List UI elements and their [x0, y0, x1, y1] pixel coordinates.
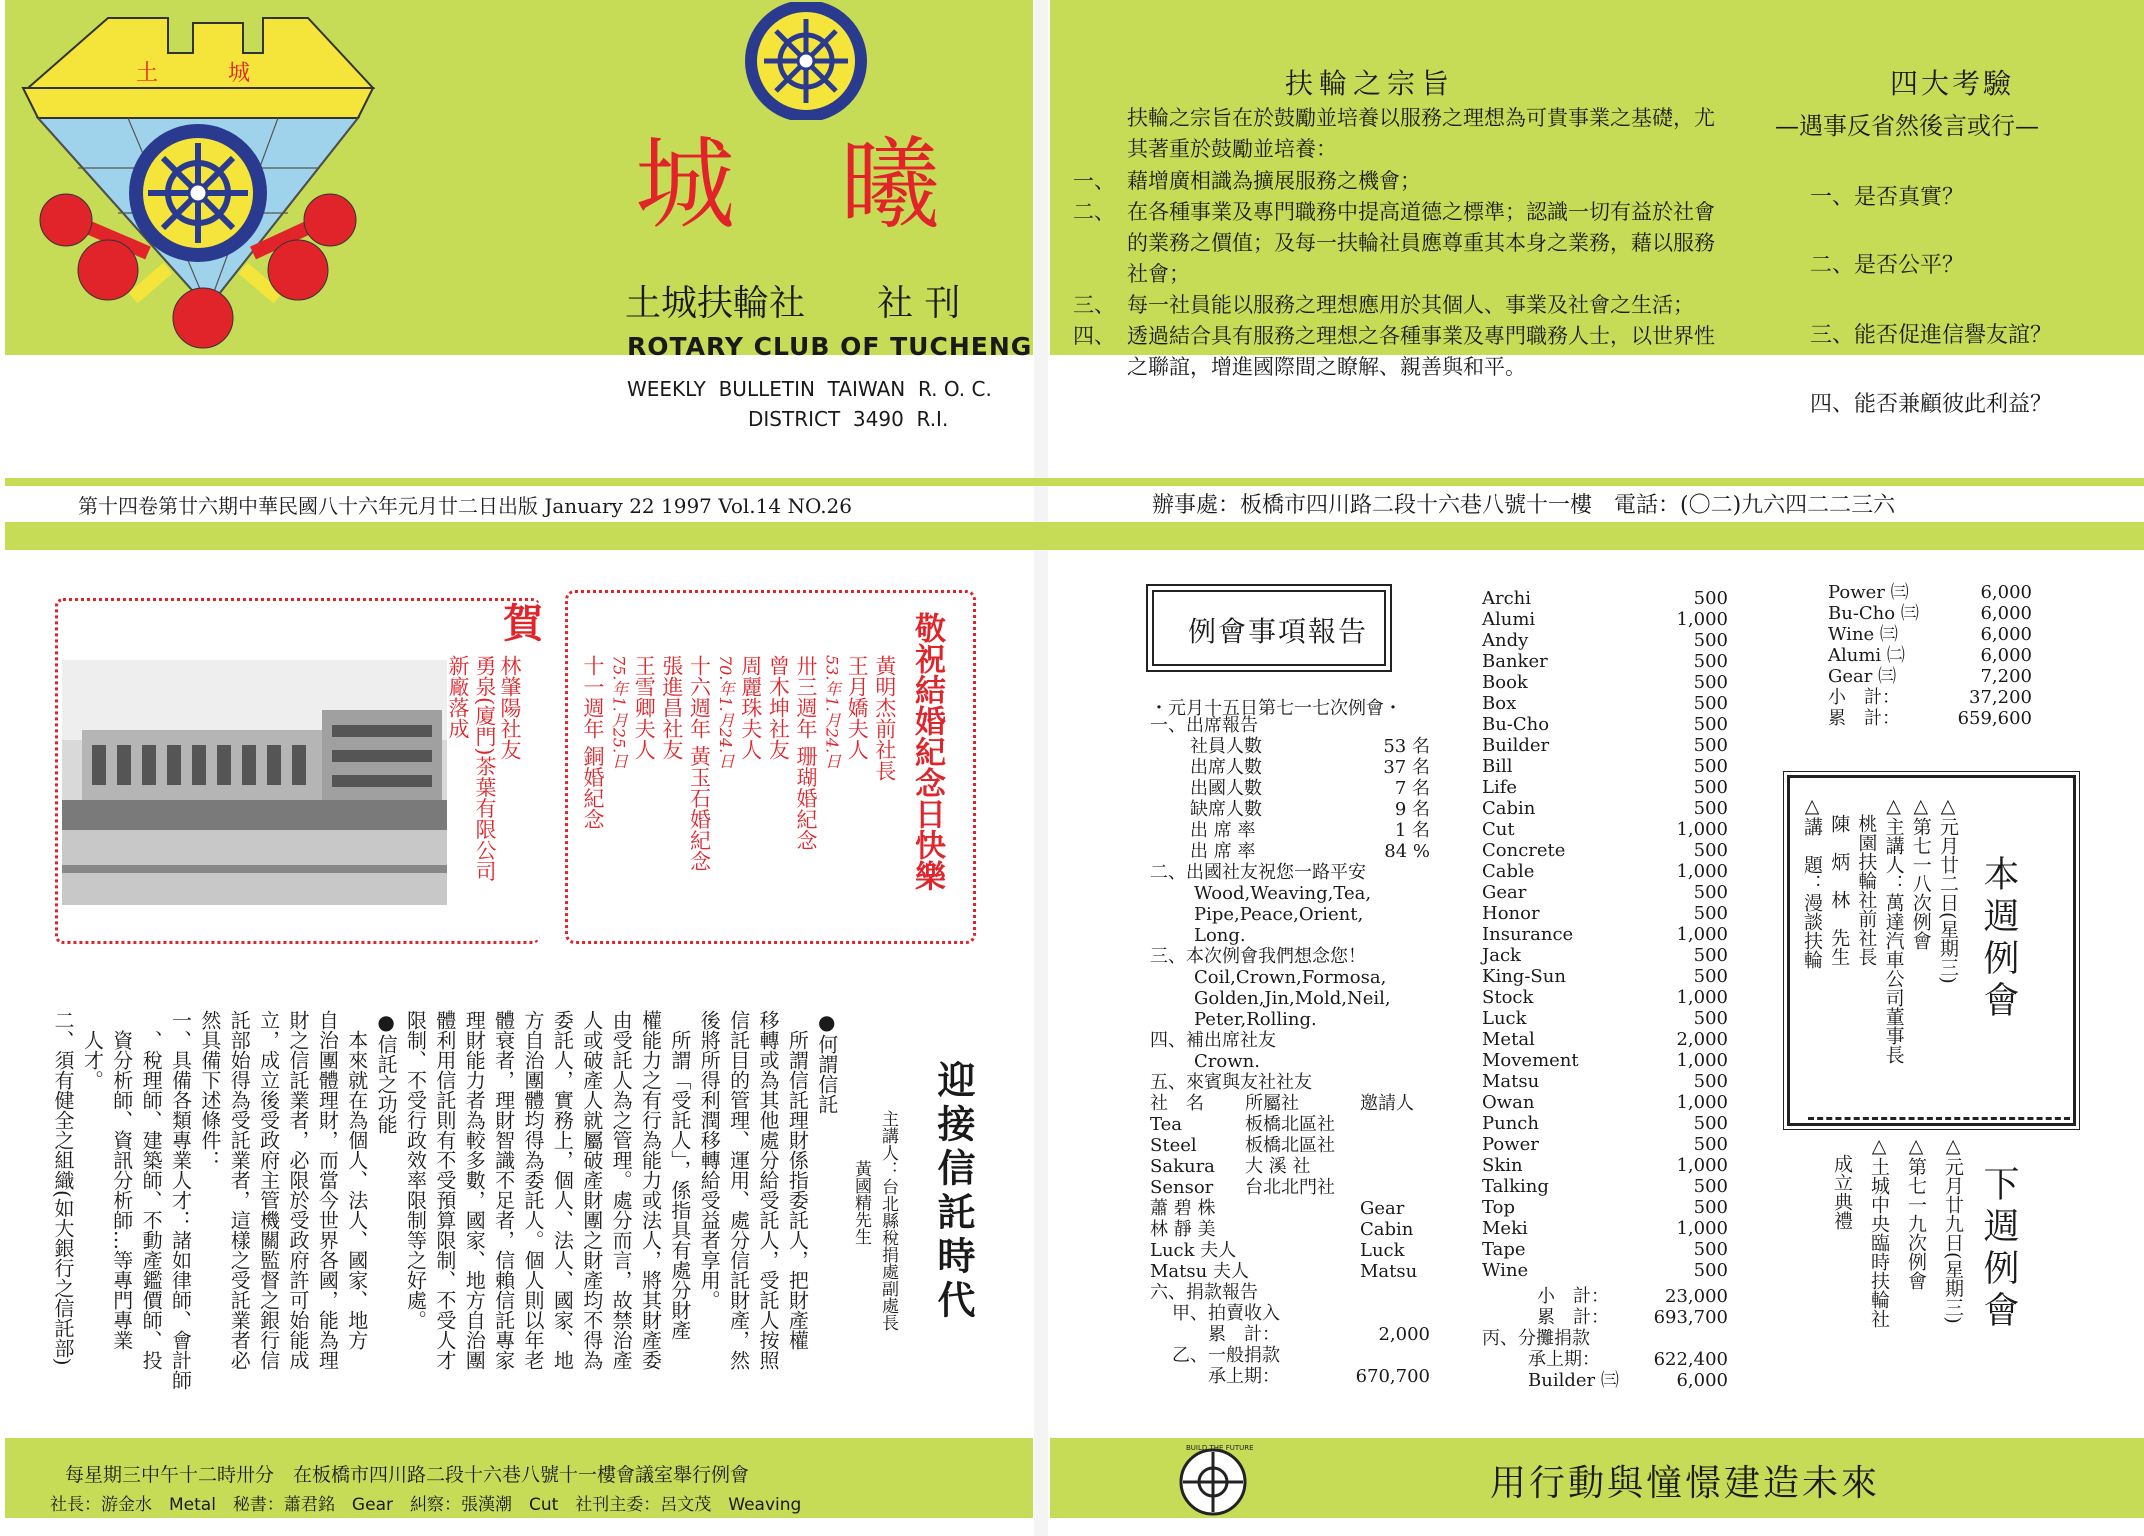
donation-name: Power [1482, 1134, 1539, 1155]
trust-column: 所謂「受託人」，係指具有處分財產 [667, 1010, 692, 1340]
donation-row [1482, 840, 1728, 861]
guest-club: 板橋北區社 [1245, 1114, 1335, 1135]
logo-text-2: 城 [228, 61, 251, 86]
four-way-title: 四大考驗 [1890, 67, 2015, 100]
logo-text-1: 土 [136, 61, 159, 86]
subtotal-value: 23,000 [1665, 1286, 1728, 1307]
trust-column: 限制、不受行政效率限制等之好處。 [403, 1010, 428, 1330]
shared-row [1828, 687, 2032, 708]
donation-row [1482, 1134, 1728, 1155]
donation-row [1482, 756, 1728, 777]
trust-column: 財之信託業者，必限於受政府許可始能成 [286, 1010, 310, 1370]
trust-column: 理財能力者為較多數，國家、地方自治團 [462, 1010, 487, 1370]
report-body [1150, 715, 1430, 1387]
donation-totals [1482, 1286, 1728, 1391]
donation-amount: 500 [1693, 1197, 1728, 1218]
guest-name: Sakura [1150, 1156, 1215, 1177]
object-text: 每一社員能以服務之理想應用於其個人、事業及社會之生活； [1127, 293, 1694, 317]
guest-club: 板橋北區社 [1245, 1135, 1335, 1156]
object-number: 一、 [1073, 169, 1115, 193]
next-week-line: △第七一九次例會 [1905, 1135, 1927, 1290]
donation-amount: 500 [1693, 1176, 1728, 1197]
donation-row [1482, 903, 1728, 924]
donation-name: Punch [1482, 1113, 1539, 1134]
object-text: 藉增廣相識為擴展服務之機會； [1127, 169, 1421, 193]
shared-amount: 6,000 [1980, 624, 2032, 645]
donation-name: Honor [1482, 903, 1540, 924]
trust-column: 體利用信託則有不受預算限制、不受人才 [432, 1010, 457, 1370]
shared-name: Wine ㈢ [1828, 624, 1898, 645]
donation-name: Movement [1482, 1050, 1579, 1071]
this-week-line: 陳 炳 林 先生 [1828, 795, 1851, 966]
donation-amount: 1,000 [1676, 861, 1728, 882]
attendance-label: 社員人數 [1190, 736, 1262, 757]
logo-castle [23, 18, 373, 88]
donation-amount: 1,000 [1676, 609, 1728, 630]
anniversary-column: 周麗珠夫人 [738, 655, 763, 760]
guest-name: Matsu 夫人 [1150, 1261, 1249, 1282]
donation-amount: 1,000 [1676, 1218, 1728, 1239]
donation-amount: 1,000 [1676, 1092, 1728, 1113]
logo-ball [173, 288, 233, 348]
guest-inviter: Cabin [1360, 1219, 1414, 1240]
rotary-emblem-icon [745, 2, 867, 120]
anniversary-column: 70.年1.月24.日 [716, 655, 736, 770]
donation-amount: 2,000 [1676, 1029, 1728, 1050]
donation-row [1482, 861, 1728, 882]
shared-row [1828, 603, 2032, 624]
attendance-label: 出國人數 [1190, 778, 1262, 799]
four-way-item: 四、能否兼顧彼此利益？ [1810, 392, 2053, 417]
donation-amount: 500 [1693, 630, 1728, 651]
anniversary-title: 敬祝結婚紀念日快樂 [909, 612, 945, 891]
donation-name: Gear [1482, 882, 1527, 903]
donation-amount: 500 [1693, 672, 1728, 693]
donation-amount: 500 [1693, 840, 1728, 861]
donation-amount: 500 [1693, 714, 1728, 735]
attendance-label: 出席人數 [1190, 757, 1262, 778]
miss-names: Coil,Crown,Formosa, [1194, 967, 1387, 988]
donation-amount: 1,000 [1676, 1155, 1728, 1176]
donation-amount: 1,000 [1676, 924, 1728, 945]
this-week-title: 本週例會 [1978, 855, 2019, 1023]
donation-amount: 500 [1693, 966, 1728, 987]
footer-officers: 社長：游金水 Metal 秘書：蕭君銘 Gear 糾察：張漢潮 Cut 社刊主委：呂文茂 Weaving [50, 1495, 802, 1515]
donation-row [1482, 1155, 1728, 1176]
donation-name: Owan [1482, 1092, 1535, 1113]
donation-row [1482, 1029, 1728, 1050]
donation-amount: 500 [1693, 651, 1728, 672]
donation-list [1482, 588, 1728, 1281]
attendance-label: 缺席人數 [1190, 799, 1262, 820]
shared-row [1828, 624, 2032, 645]
abroad-title: 二、出國社友祝您一路平安 [1150, 862, 1366, 883]
trust-column: 方自治團體均得為委託人。個人則以年老 [521, 1010, 545, 1370]
object-text: 透過結合具有服務之理想之各種事業及專門職務人士，以世界性之聯誼，增進國際間之瞭解、親善與和平。 [1127, 324, 1715, 379]
factory-photo [62, 660, 447, 905]
donation-amount: 1,000 [1676, 1050, 1728, 1071]
club-name-cn: 土城扶輪社 社 刊 [625, 283, 961, 324]
total-value: 693,700 [1653, 1307, 1728, 1328]
donation-amount: 1,000 [1676, 987, 1728, 1008]
donation-name: Cabin [1482, 798, 1536, 819]
trust-column: 後將所得利潤移轉給受益者享用。 [697, 1010, 722, 1310]
next-week-lines [1830, 1135, 1965, 1395]
issue-strip-top [5, 478, 2144, 486]
shared-name: Bu-Cho ㈢ [1828, 603, 1919, 624]
donation-row [1482, 798, 1728, 819]
guest-name: Steel [1150, 1135, 1197, 1156]
total-label: 累 計： [1537, 1307, 1609, 1328]
donation-name: Archi [1482, 588, 1532, 609]
donation-row [1482, 924, 1728, 945]
auction-title: 甲、拍賣收入 [1172, 1303, 1280, 1324]
logo-castle-band [23, 88, 373, 118]
office-line: 辦事處：板橋市四川路二段十六巷八號十一樓 電話：(〇二)九六四二二三六 [1152, 493, 1896, 518]
logo-ball [78, 240, 138, 300]
congrats-line: 勇泉(廈門)茶葉有限公司 [473, 655, 497, 882]
donation-name: Meki [1482, 1218, 1528, 1239]
shared-amount: 659,600 [1957, 708, 2032, 729]
donation-amount: 500 [1693, 588, 1728, 609]
donation-title: 六、捐款報告 [1150, 1282, 1258, 1303]
logo-ball [40, 194, 92, 246]
shared-amount: 6,000 [1980, 582, 2032, 603]
abroad-names: Wood,Weaving,Tea, [1194, 883, 1372, 904]
guest-name: 林 靜 美 [1150, 1219, 1216, 1240]
attendance-label: 出 席 率 [1190, 841, 1256, 862]
badge-text: BUILD THE FUTURE [1186, 1444, 1254, 1452]
trust-column: 、稅理師、建築師、不動產鑑價師、投 [139, 1010, 164, 1370]
subtotal-label: 小 計： [1537, 1286, 1609, 1307]
four-way-item: 一、是否真實？ [1810, 185, 1965, 210]
anniversary-column: 張進昌社友 [659, 655, 684, 760]
miss-names: Peter,Rolling. [1194, 1009, 1317, 1030]
donation-name: Insurance [1482, 924, 1574, 945]
donation-row [1482, 1260, 1728, 1281]
attendance-value: 7 名 [1394, 778, 1430, 799]
guest-inviter: Gear [1360, 1198, 1405, 1219]
trust-speaker: 主講人：台北縣稅捐處副處長 [878, 1110, 898, 1331]
donation-row [1482, 693, 1728, 714]
trust-column: ●信託之功能 [374, 1010, 399, 1134]
trust-column: 所謂信託理財係指委託人，把財產權 [785, 1010, 810, 1350]
donation-amount: 1,000 [1676, 819, 1728, 840]
guest-inviter: Luck [1360, 1240, 1405, 1261]
trust-column: 權能力之有行為能力或法人，將其財產委 [638, 1010, 663, 1370]
donation-row [1482, 987, 1728, 1008]
anniversary-column: 十一週年 銅婚紀念 [581, 655, 605, 830]
donation-name: Cable [1482, 861, 1535, 882]
trust-column: 移轉或為其他處分給受託人，受託人按照 [756, 1010, 780, 1370]
general-prev: 670,700 [1355, 1366, 1430, 1387]
donation-amount: 500 [1693, 1113, 1728, 1134]
trust-column: 一、具備各類專業人才：諸如律師、會計師 [168, 1010, 193, 1390]
makeup-title: 四、補出席社友 [1150, 1030, 1276, 1051]
next-week-line: 成立典禮 [1831, 1135, 1853, 1230]
makeup-names: Crown. [1194, 1051, 1260, 1072]
object-number: 四、 [1073, 324, 1115, 348]
guest-name: Tea [1150, 1114, 1182, 1135]
donation-row [1482, 651, 1728, 672]
trust-title: 迎接信託時代 [931, 1060, 976, 1324]
trust-column: 二、須有健全之組織(如大銀行之信託部) [51, 1010, 75, 1366]
shared-row [1828, 708, 2032, 729]
donation-name: Book [1482, 672, 1528, 693]
next-week-line: △元月廿九日(星期三) [1942, 1135, 1964, 1324]
shared-amount: 37,200 [1969, 687, 2032, 708]
donation-row [1482, 1008, 1728, 1029]
guest-name: Luck 夫人 [1150, 1240, 1237, 1261]
donation-name: Cut [1482, 819, 1515, 840]
abroad-names: Pipe,Peace,Orient, [1194, 904, 1364, 925]
logo-ball [304, 194, 356, 246]
district: DISTRICT 3490 R.I. [748, 407, 949, 431]
guests-title: 五、來賓與友社社友 [1150, 1072, 1312, 1093]
donation-amount: 500 [1693, 1134, 1728, 1155]
trust-column: 託部始得為受託業者，這樣之受託業者必 [227, 1010, 252, 1370]
donation-name: Tape [1482, 1239, 1526, 1260]
donation-row [1482, 1218, 1728, 1239]
anniversary-column: 75.年1.月25.日 [609, 655, 629, 770]
this-week-line: △講 題：漫談扶輪 [1801, 795, 1823, 969]
trust-column: 立，成立後受政府主管機關監督之銀行信 [256, 1010, 281, 1370]
issue-line: 第十四卷第廿六期中華民國八十六年元月廿二日出版 January 22 1997 Vol.14 NO.26 [78, 494, 853, 518]
trust-column: 委託人，實務上，個人、法人、國家、地 [550, 1010, 575, 1370]
donation-amount: 500 [1693, 1008, 1728, 1029]
donation-row [1482, 609, 1728, 630]
four-way-item: 三、能否促進信譽友誼？ [1810, 323, 2053, 348]
club-name-en: ROTARY CLUB OF TUCHENG [627, 332, 1032, 361]
guests-header: 所屬社 [1245, 1093, 1299, 1114]
trust-column: 資分析師、資訊分析師…等專門專業 [109, 1010, 134, 1350]
trust-column: 人才。 [80, 1010, 105, 1090]
donation-name: Banker [1482, 651, 1548, 672]
weekly-bulletin: WEEKLY BULLETIN TAIWAN R. O. C. [627, 377, 992, 401]
congrats-line: 林肇陽社友 [498, 655, 522, 760]
donation-row [1482, 714, 1728, 735]
this-week-line: △主講人：萬達汽車公司董事長 [1882, 795, 1905, 1064]
shared-title: 丙、分攤捐款 [1482, 1328, 1590, 1349]
shared-name: 累 計： [1828, 708, 1900, 729]
donation-name: Top [1482, 1197, 1515, 1218]
trust-column: 自治團體理財，而當今世界各國，能為理 [315, 1010, 340, 1370]
anniversary-column: 卅三週年 珊瑚婚紀念 [794, 655, 818, 851]
trust-column: ●何謂信託 [814, 1010, 839, 1114]
shared-name: Gear ㈢ [1828, 666, 1897, 687]
donation-name: Builder [1482, 735, 1550, 756]
rotary-wheel-icon [136, 131, 260, 255]
donation-name: Metal [1482, 1029, 1535, 1050]
trust-speaker-name: 黃國精先生 [851, 1160, 871, 1245]
donation-name: King-Sun [1482, 966, 1566, 987]
donation-row [1482, 1092, 1728, 1113]
donation-name: Talking [1482, 1176, 1549, 1197]
trust-column: 人或破產人就屬破產財團之財產均不得為 [579, 1010, 604, 1370]
donation-amount: 500 [1693, 735, 1728, 756]
donation-name: Wine [1482, 1260, 1529, 1281]
donation-row [1482, 1176, 1728, 1197]
logo-ball [268, 240, 328, 300]
attendance-value: 84 % [1384, 841, 1430, 862]
general-prev-label: 承上期： [1208, 1366, 1280, 1387]
four-way-subtitle: —遇事反省然後言或行— [1775, 112, 2039, 140]
next-week-line: △土城中央臨時扶輪社 [1868, 1135, 1890, 1328]
miss-title: 三、本次例會我們想念您！ [1150, 946, 1366, 967]
guest-name: 蕭 碧 株 [1150, 1198, 1216, 1219]
donation-name: Jack [1482, 945, 1521, 966]
donation-row [1482, 1050, 1728, 1071]
shared-amount: 7,200 [1980, 666, 2032, 687]
shared-row [1828, 666, 2032, 687]
guests-header: 社 名 [1150, 1093, 1204, 1114]
object-number: 三、 [1073, 293, 1115, 317]
shared-list [1828, 582, 2032, 729]
objects-title: 扶輪之宗旨 [1285, 67, 1456, 100]
guest-club: 台北北門社 [1245, 1177, 1335, 1198]
title-char-1: 城 [635, 126, 735, 243]
shared-row [1828, 645, 2032, 666]
donation-name: Life [1482, 777, 1518, 798]
report-title: 例會事項報告 [1188, 615, 1369, 648]
donation-name: Bill [1482, 756, 1513, 777]
donation-name: Matsu [1482, 1071, 1540, 1092]
donation-row [1482, 966, 1728, 987]
donation-row [1482, 1113, 1728, 1134]
shared-name: 小 計： [1828, 687, 1900, 708]
guest-inviter: Matsu [1360, 1261, 1418, 1282]
this-week-line: △第七一八次例會 [1909, 795, 1932, 950]
donation-amount: 500 [1693, 903, 1728, 924]
miss-names: Golden,Jin,Mold,Neil, [1194, 988, 1391, 1009]
donation-row [1482, 777, 1728, 798]
donation-name: Alumi [1482, 609, 1536, 630]
donation-row [1482, 630, 1728, 651]
trust-column: 本來就在為個人、法人、國家、地方 [344, 1010, 369, 1350]
donation-amount: 500 [1693, 777, 1728, 798]
guest-name: Sensor [1150, 1177, 1214, 1198]
build-future-badge-icon [1168, 1440, 1258, 1518]
attendance-value: 1 名 [1394, 820, 1430, 841]
auction-total-label: 累 計： [1208, 1324, 1280, 1345]
donation-row [1482, 1239, 1728, 1260]
congrats-line: 新廠落成 [446, 655, 470, 739]
donation-name: Luck [1482, 1008, 1527, 1029]
auction-total: 2,000 [1378, 1324, 1430, 1345]
anniversary-column: 王月嬌夫人 [845, 655, 870, 760]
donation-name: Skin [1482, 1155, 1523, 1176]
shared-name: Power ㈢ [1828, 582, 1909, 603]
shared-prev-label: 承上期： [1528, 1349, 1600, 1370]
anniversary-column: 王雪卿夫人 [632, 655, 657, 760]
donation-row [1482, 588, 1728, 609]
this-week-lines [1800, 795, 1960, 1105]
general-title: 乙、一般捐款 [1172, 1345, 1280, 1366]
builder-label: Builder ㈢ [1528, 1370, 1619, 1391]
donation-row [1482, 672, 1728, 693]
donation-row [1482, 1071, 1728, 1092]
footer-meeting: 每星期三中午十二時卅分 在板橋市四川路二段十六巷八號十一樓會議室舉行例會 [65, 1464, 750, 1486]
this-week-line: △元月廿二日(星期三) [1936, 795, 1959, 984]
objects-intro: 扶輪之宗旨在於鼓勵並培養以服務之理想為可貴事業之基礎，尤其著重於鼓勵並培養： [1127, 106, 1715, 161]
object-text: 在各種事業及專門職務中提高道德之標準；認識一切有益於社會的業務之價值；及每一扶輪社員應尊重其本身之業務，藉以服務社會； [1127, 200, 1715, 286]
abroad-names: Long. [1194, 925, 1246, 946]
anniversary-columns [580, 655, 898, 920]
shared-row [1828, 582, 2032, 603]
donation-amount: 500 [1693, 756, 1728, 777]
shared-amount: 6,000 [1980, 645, 2032, 666]
anniversary-column: 曾木坤社友 [766, 655, 791, 760]
donation-name: Concrete [1482, 840, 1566, 861]
trust-column: 信託目的管理、運用、處分信託財產，然 [726, 1010, 751, 1370]
object-number: 二、 [1073, 200, 1115, 224]
shared-prev-value: 622,400 [1653, 1349, 1728, 1370]
trust-column: 然具備下述條件： [197, 1010, 222, 1170]
donation-amount: 500 [1693, 693, 1728, 714]
guest-club: 大 溪 社 [1245, 1156, 1311, 1177]
donation-amount: 500 [1693, 882, 1728, 903]
donation-row [1482, 945, 1728, 966]
trust-column: 由受託人為之管理。處分而言，故禁治產 [609, 1010, 634, 1370]
donation-name: Bu-Cho [1482, 714, 1550, 735]
donation-amount: 500 [1693, 1260, 1728, 1281]
next-week-title: 下週例會 [1978, 1165, 2019, 1333]
donation-name: Box [1482, 693, 1517, 714]
club-logo [18, 8, 393, 353]
guests-header: 邀請人 [1360, 1093, 1414, 1114]
attendance-value: 37 名 [1383, 757, 1430, 778]
anniversary-column: 黃明杰前社長 [872, 655, 897, 781]
donation-row [1482, 819, 1728, 840]
objects-list [1073, 166, 1735, 383]
shared-amount: 6,000 [1980, 603, 2032, 624]
attendance-value: 53 名 [1383, 736, 1430, 757]
builder-value: 6,000 [1676, 1370, 1728, 1391]
donation-amount: 500 [1693, 798, 1728, 819]
attendance-title: 一、出席報告 [1150, 715, 1258, 736]
anniversary-column: 十六週年 黃玉石婚紀念 [687, 655, 712, 872]
footer-slogan: 用行動與憧憬建造未來 [1490, 1463, 1881, 1504]
report-meeting: ・元月十五日第七一七次例會・ [1150, 698, 1402, 719]
trust-body [50, 1010, 840, 1405]
trust-column: 體衰者，理財智識不足者，信賴信託專家 [491, 1010, 516, 1370]
attendance-label: 出 席 率 [1190, 820, 1256, 841]
donation-row [1482, 735, 1728, 756]
this-week-line: 桃園扶輪社前社長 [1855, 795, 1878, 966]
four-way-item: 二、是否公平？ [1810, 253, 1965, 278]
donation-name: Andy [1482, 630, 1529, 651]
anniversary-column: 53.年1.月24.日 [822, 655, 842, 770]
donation-row [1482, 1197, 1728, 1218]
donation-row [1482, 882, 1728, 903]
donation-amount: 500 [1693, 1071, 1728, 1092]
fold-line [1034, 0, 1048, 1536]
congrats-mark: 賀 [503, 600, 543, 647]
donation-name: Stock [1482, 987, 1534, 1008]
donation-amount: 500 [1693, 945, 1728, 966]
issue-strip-bottom [5, 522, 2144, 550]
title-char-2: 曦 [840, 126, 940, 243]
donation-amount: 500 [1693, 1239, 1728, 1260]
attendance-value: 9 名 [1394, 799, 1430, 820]
shared-name: Alumi ㈡ [1828, 645, 1905, 666]
